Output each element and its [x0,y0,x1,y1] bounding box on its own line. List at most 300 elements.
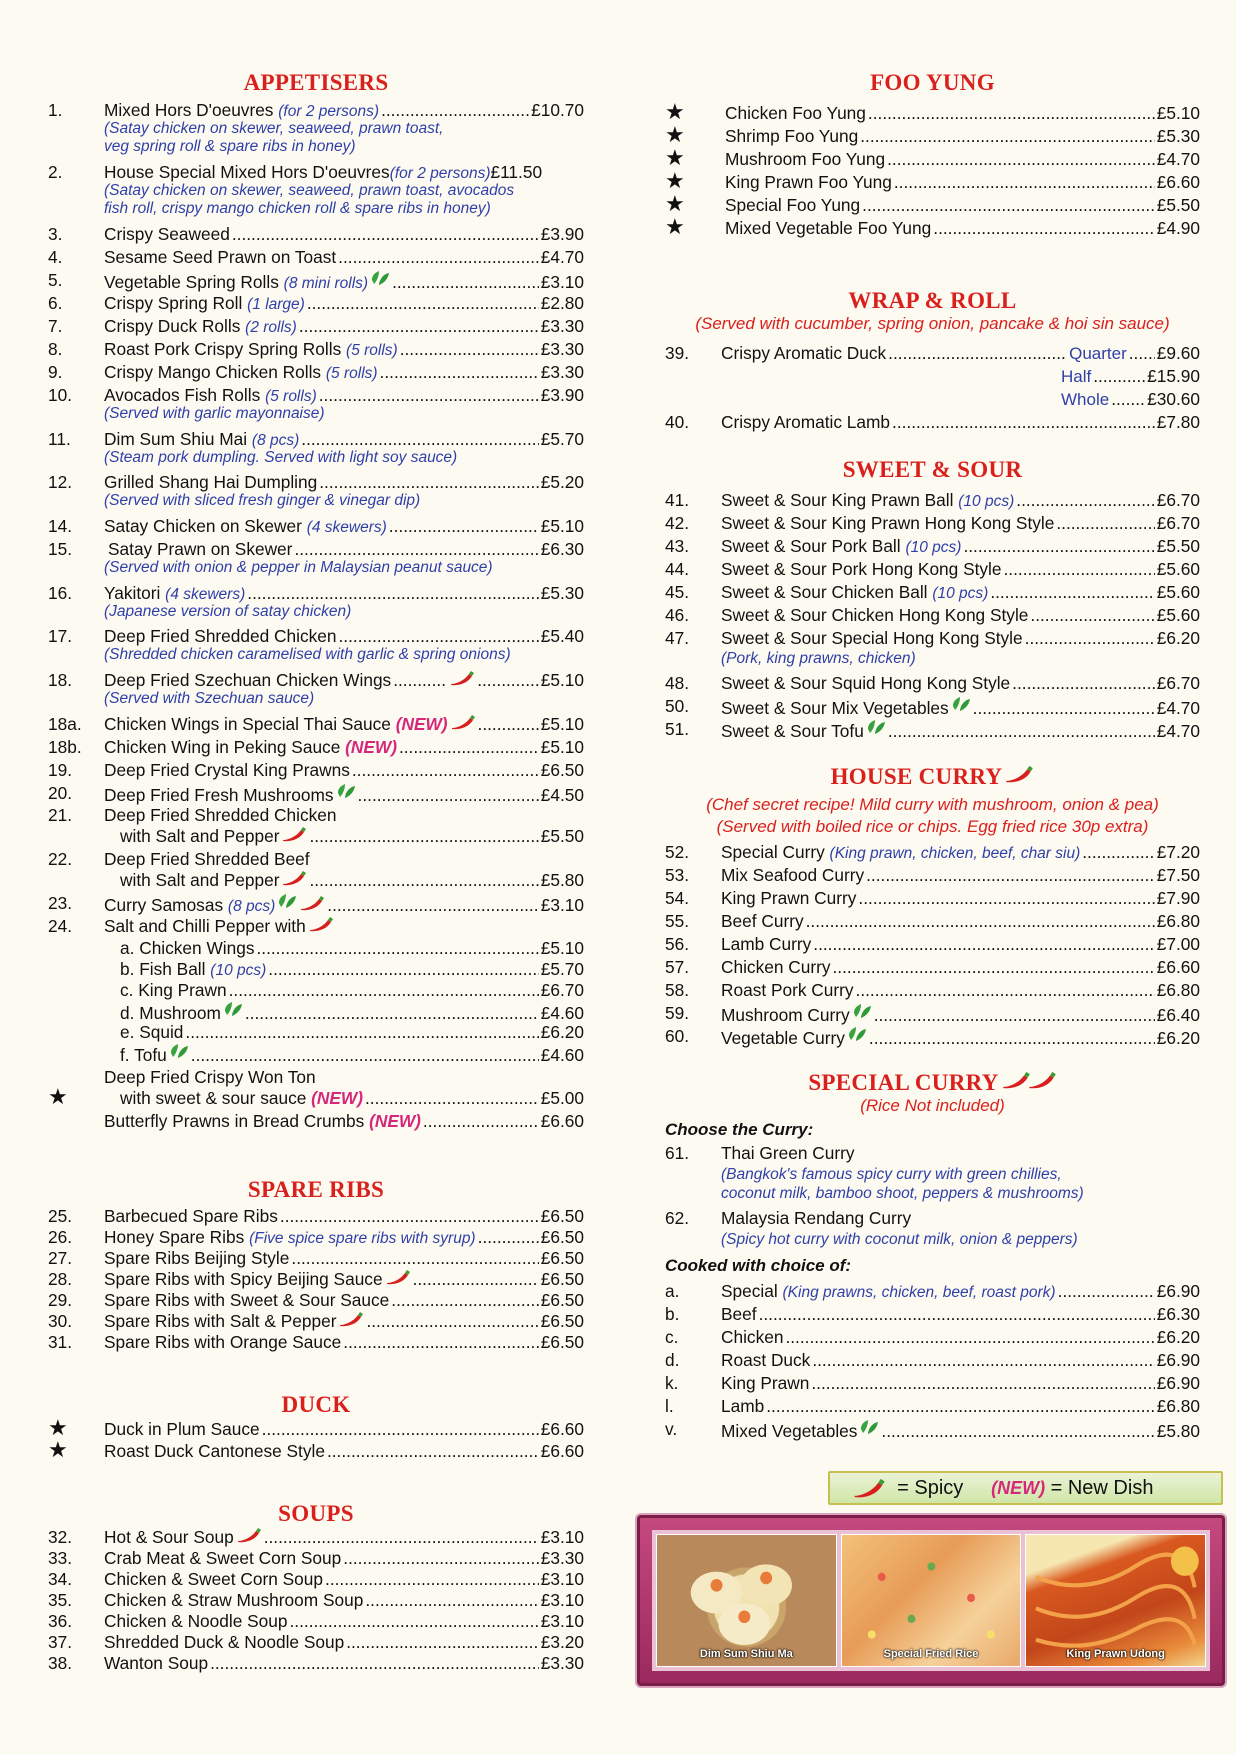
menu-item [48,1269,584,1289]
menu-item [665,1327,1200,1347]
item-qualifier: (5 rolls) [265,388,317,405]
item-name: Chicken Wing in Peking Sauce [104,737,341,757]
portion-row [665,389,1200,409]
item-qualifier: (8 mini rolls) [283,275,369,292]
item-name: Chicken & Straw Mushroom Soup [104,1590,364,1610]
item-price: £6.20 [1156,1028,1200,1048]
item-number: 8. [48,339,63,359]
menu-item [665,719,1200,739]
vegetarian-leaf-icon [847,1026,867,1044]
item-number: 27. [48,1248,73,1268]
section-title-foo-yung: FOO YUNG [870,70,995,95]
item-description: (Served with onion & pepper in Malaysian peanut sauce) [104,559,493,576]
sub-item [48,1022,584,1042]
legend-new-badge: (NEW) [991,1478,1046,1498]
item-description: (Japanese version of satay chicken) [104,603,352,620]
item-price: £5.50 [1156,195,1200,215]
vegetarian-leaf-icon [277,893,297,911]
menu-item [48,1290,584,1310]
item-price: £4.70 [1156,721,1200,741]
item-number: 55. [665,911,690,931]
star-icon: ★ [48,1437,68,1462]
item-name: Shrimp Foo Yung [725,126,859,146]
menu-item [665,605,1200,625]
chilli-pepper-icon [308,916,334,932]
item-name: Sweet & Sour Tofu [721,721,864,741]
item-name: Sweet & Sour Chicken Hong Kong Style [721,605,1029,625]
item-number: 2. [48,162,63,182]
item-qualifier: (8 pcs) [251,432,300,449]
item-description: (Served with sliced fresh ginger & vinegar dip) [104,492,421,509]
menu-item [665,536,1200,556]
item-qualifier: (10 pcs) [958,493,1015,510]
chilli-pepper-icon [236,1527,262,1543]
menu-item [48,760,584,780]
item-qualifier: (1 large) [247,296,305,313]
item-qualifier: (10 pcs) [210,962,267,979]
photo-caption: Dim Sum Shiu Ma [699,1648,793,1660]
item-name: Spare Ribs with Spicy Beijing Sauce [104,1269,383,1289]
menu-item [665,1026,1200,1046]
menu-item [48,1548,584,1568]
menu-item [48,893,584,913]
item-number: 50. [665,696,690,716]
menu-item [48,1590,584,1610]
item-name: Crispy Seaweed [104,224,230,244]
item-number: 18b. [48,737,82,757]
item-name: c. King Prawn [120,980,227,1000]
chilli-pepper-icon [281,826,307,842]
item-number: 18a. [48,714,82,734]
item-number: 4. [48,247,63,267]
item-name: Deep Fried Fresh Mushrooms [104,785,334,805]
item-qualifier: (King prawn, chicken, beef, char siu) [829,845,1081,862]
item-name: Hot & Sour Soup [104,1527,234,1547]
menu-item-continued [48,826,584,846]
item-price: £5.10 [540,670,584,690]
item-price: £5.00 [540,1088,584,1108]
menu-item-continued [48,1084,584,1109]
item-price: £7.50 [1156,865,1200,885]
item-price: £5.50 [540,826,584,846]
item-name: Deep Fried Crispy Won Ton [104,1067,316,1087]
item-number: 11. [48,429,71,449]
new-badge: (NEW) [345,737,397,757]
menu-item [665,911,1200,931]
chilli-pepper-icon [385,1269,411,1285]
item-number: c. [665,1327,679,1347]
item-number: 26. [48,1227,73,1247]
menu-item [665,673,1200,693]
section-title-spare-ribs: SPARE RIBS [247,1177,385,1202]
item-description: (Satay chicken on skewer, seaweed, prawn toast, avocados [104,182,515,199]
food-photo [656,1534,837,1667]
menu-item [665,888,1200,908]
item-price: £6.50 [540,1311,584,1331]
new-badge: (NEW) [395,714,448,734]
item-name: Sweet & Sour Mix Vegetables [721,698,949,718]
item-number: 7. [48,316,63,336]
item-name: Spare Ribs with Sweet & Sour Sauce [104,1290,390,1310]
menu-item [665,1208,1200,1228]
menu-item [48,247,584,267]
photo-caption: Special Fried Rice [883,1648,979,1660]
menu-item [665,934,1200,954]
menu-item [48,472,584,492]
item-number: 47. [665,628,690,648]
star-icon: ★ [665,122,685,147]
item-price: £5.40 [540,626,584,646]
item-description: (Satay chicken on skewer, seaweed, prawn toast, [104,120,444,137]
item-description: fish roll, crispy mango chicken roll & spare ribs in honey) [104,200,491,217]
star-icon: ★ [665,214,685,239]
item-price: £4.50 [540,785,584,805]
menu-item [48,583,584,603]
menu-item [665,191,1200,216]
menu-item [665,628,1200,648]
item-name: Special Curry [721,842,825,862]
item-price: £2.80 [540,293,584,313]
item-name: Sweet & Sour Squid Hong Kong Style [721,673,1011,693]
item-price: £6.80 [1156,911,1200,931]
item-price: £3.30 [540,1548,584,1568]
menu-item [48,783,584,803]
item-number: d. [665,1350,680,1370]
item-number: 58. [665,980,690,1000]
menu-item [48,162,584,182]
item-price: £4.60 [540,1003,584,1023]
menu-item [48,1569,584,1589]
menu-item [665,1281,1200,1301]
item-name: Vegetable Curry [721,1028,845,1048]
item-description: veg spring roll & spare ribs in honey) [104,138,356,155]
new-badge: (NEW) [369,1111,421,1131]
menu-item [48,714,584,734]
item-name: Curry Samosas [104,895,224,915]
cooked-with-label: Cooked with choice of: [665,1256,852,1275]
section-title-house-curry [665,764,1200,790]
item-name: Malaysia Rendang Curry [721,1208,912,1228]
vegetarian-leaf-icon [951,696,971,714]
item-price: £4.90 [1156,218,1200,238]
menu-item [48,316,584,336]
item-number: 12. [48,472,73,492]
item-price: £11.50 [490,162,543,182]
item-name: King Prawn Curry [721,888,857,908]
item-name: Roast Pork Curry [721,980,854,1000]
item-price: £6.20 [1156,628,1200,648]
item-price: £5.50 [1156,536,1200,556]
item-price: £5.60 [1156,605,1200,625]
menu-item [665,412,1200,432]
item-number: 29. [48,1290,73,1310]
item-price: £3.20 [540,1632,584,1652]
item-price: £3.10 [540,1611,584,1631]
item-number: 35. [48,1590,73,1610]
item-price: £6.20 [1156,1327,1200,1347]
item-name: Roast Duck [721,1350,811,1370]
menu-item [665,559,1200,579]
menu-item [665,145,1200,170]
item-price: £6.90 [1156,1350,1200,1370]
item-price: £6.70 [1156,513,1200,533]
item-name: Sesame Seed Prawn on Toast [104,247,337,267]
item-qualifier: (10 pcs) [932,585,989,602]
item-price: £3.10 [540,1590,584,1610]
item-description: (Bangkok's famous spicy curry with green chillies, [721,1166,1062,1183]
item-name: Sweet & Sour Pork Hong Kong Style [721,559,1002,579]
item-name: Mushroom Curry [721,1005,850,1025]
item-price: £3.90 [540,224,584,244]
item-name: Chicken & Sweet Corn Soup [104,1569,324,1589]
item-price: £6.50 [540,1227,584,1247]
menu-item [48,539,584,559]
menu-item [665,99,1200,124]
item-price: £7.80 [1156,412,1200,432]
item-price: £6.60 [540,1111,584,1131]
menu-item [48,1111,584,1131]
item-price: £6.70 [1156,490,1200,510]
item-price: £6.50 [540,760,584,780]
menu-item [48,805,584,825]
item-name: Chicken Wings in Special Thai Sauce [104,714,391,734]
star-icon: ★ [665,191,685,216]
star-icon: ★ [48,1084,68,1109]
item-number: 3. [48,224,63,244]
item-name: Satay Chicken on Skewer [104,516,302,536]
menu-item [48,1653,584,1673]
item-name: Vegetable Spring Rolls [104,272,279,292]
item-number: 18. [48,670,73,690]
item-name: Chicken [721,1327,784,1347]
legend-new-dish: = New Dish [1050,1477,1154,1499]
item-name: Wanton Soup [104,1653,209,1673]
menu-item [665,513,1200,533]
chilli-pepper-icon [338,1311,364,1327]
section-title-text: SPECIAL CURRY [808,1070,999,1095]
item-name: Crispy Aromatic Duck [721,343,887,363]
item-price: £3.30 [540,316,584,336]
menu-item [48,1611,584,1631]
item-number: 51. [665,719,690,739]
chilli-pepper-icon [1027,1070,1057,1090]
portion-label: Whole [1061,390,1110,409]
section-title-sweet-sour: SWEET & SOUR [842,457,1023,482]
item-description: (Pork, king prawns, chicken) [721,650,916,667]
chilli-pepper-icon [299,895,325,911]
menu-item [48,1437,584,1462]
item-price: £15.90 [1147,366,1200,386]
item-name: Mixed Vegetable Foo Yung [725,218,932,238]
star-icon: ★ [665,145,685,170]
vegetarian-leaf-icon [859,1419,879,1437]
vegetarian-leaf-icon [223,1001,243,1019]
menu-item [665,168,1200,193]
item-name: a. Chicken Wings [120,938,255,958]
choose-curry-label: Choose the Curry: [665,1120,814,1139]
menu-item [665,582,1200,602]
item-name: Mixed Hors D'oeuvres [104,100,274,120]
menu-item [48,1067,584,1087]
item-number: 10. [48,385,73,405]
item-name: King Prawn Foo Yung [725,172,892,192]
menu-item [665,1373,1200,1393]
item-price: £5.60 [1156,559,1200,579]
section-title-duck: DUCK [281,1392,351,1417]
item-price: £4.70 [540,247,584,267]
item-price: £6.50 [540,1290,584,1310]
item-number: 30. [48,1311,73,1331]
item-name: Satay Prawn on Skewer [108,539,293,559]
item-number: 62. [665,1208,690,1228]
item-number: 28. [48,1269,73,1289]
item-price: £7.20 [1156,842,1200,862]
item-name: f. Tofu [120,1045,167,1065]
dim-sum-image [657,1535,836,1666]
portion-label: Quarter [1069,344,1127,363]
star-icon: ★ [665,99,685,124]
item-name: Chicken Foo Yung [725,103,866,123]
item-price: £5.20 [540,472,584,492]
sub-item [48,1001,584,1021]
item-number: 17. [48,626,73,646]
menu-item [48,1206,584,1226]
item-description: (Served with Szechuan sauce) [104,690,315,707]
item-name: Crispy Duck Rolls [104,316,241,336]
menu-item [48,1227,584,1247]
section-title-appetisers: APPETISERS [243,70,389,95]
item-price: £9.60 [1156,343,1200,363]
food-photo [1025,1534,1206,1667]
item-price: £10.70 [531,100,584,120]
menu-item [48,1332,584,1352]
item-number: 43. [665,536,690,556]
section-note: (Served with boiled rice or chips. Egg fried rice 30p extra) [716,817,1149,836]
item-price: £5.30 [540,583,584,603]
item-price: £3.30 [540,362,584,382]
item-price: £3.10 [540,1527,584,1547]
item-price: £6.50 [540,1248,584,1268]
item-number: k. [665,1373,679,1393]
item-name: Roast Pork Crispy Spring Rolls [104,339,342,359]
item-name: Chicken Curry [721,957,831,977]
menu-item [48,1632,584,1652]
item-qualifier: (8 pcs) [227,898,276,915]
item-price: £6.90 [1156,1373,1200,1393]
item-number: 37. [48,1632,73,1652]
item-price: £3.10 [540,895,584,915]
item-name: Mushroom Foo Yung [725,149,886,169]
item-description: (Steam pork dumpling. Served with light soy sauce) [104,449,458,466]
sub-item [48,1043,584,1063]
item-description: coconut milk, bamboo shoot, peppers & mushrooms) [721,1185,1084,1202]
item-name: Deep Fried Shredded Chicken [104,626,337,646]
item-number: 16. [48,583,73,603]
menu-item [665,1304,1200,1324]
item-price: £3.90 [540,385,584,405]
menu-item [48,362,584,382]
menu-item [48,670,584,690]
item-description: (Shredded chicken caramelised with garlic & spring onions) [104,646,511,663]
sub-item [48,938,584,958]
item-name: Deep Fried Szechuan Chicken Wings [104,670,392,690]
item-name: Yakitori [104,583,161,603]
item-name: Sweet & Sour Pork Ball [721,536,901,556]
item-price: £3.10 [540,1569,584,1589]
item-name: Shredded Duck & Noodle Soup [104,1632,345,1652]
chilli-pepper-icon [449,670,475,686]
menu-item [48,849,584,869]
item-price: £5.80 [1156,1421,1200,1441]
item-price: £7.00 [1156,934,1200,954]
item-description: (Served with garlic mayonnaise) [104,405,325,422]
item-number: 34. [48,1569,73,1589]
item-number: 14. [48,516,73,536]
item-name: Honey Spare Ribs [104,1227,245,1247]
item-number: 40. [665,412,690,432]
item-number: v. [665,1419,678,1439]
item-price: £6.50 [540,1206,584,1226]
food-photo [841,1534,1022,1667]
item-price: £3.10 [540,272,584,292]
item-name: Beef [721,1304,757,1324]
menu-item [665,1419,1200,1439]
photo-caption: King Prawn Udong [1066,1648,1165,1660]
item-number: l. [665,1396,674,1416]
star-icon: ★ [665,168,685,193]
item-name: Roast Duck Cantonese Style [104,1441,325,1461]
item-price: £6.40 [1156,1005,1200,1025]
chilli-pepper-icon [450,714,476,730]
item-price: £5.10 [540,516,584,536]
item-qualifier: (5 rolls) [325,365,378,382]
item-number: a. [665,1281,680,1301]
item-number: 60. [665,1026,690,1046]
item-name: King Prawn [721,1373,810,1393]
vegetarian-leaf-icon [370,270,390,288]
section-note: (Served with cucumber, spring onion, pancake & hoi sin sauce) [695,314,1170,333]
item-name: Spare Ribs with Orange Sauce [104,1332,342,1352]
item-price: £6.50 [540,1332,584,1352]
item-qualifier: (for 2 persons) [278,103,380,120]
item-name: Sweet & Sour Special Hong Kong Style [721,628,1023,648]
item-name: Grilled Shang Hai Dumpling [104,472,318,492]
item-price: £5.10 [540,938,584,958]
item-number: 45. [665,582,690,602]
item-price: £5.10 [540,714,584,734]
item-number: 9. [48,362,63,382]
item-qualifier: (4 skewers) [165,586,246,603]
item-name: House Special Mixed Hors D'oeuvres [104,162,390,182]
item-price: £6.80 [1156,980,1200,1000]
item-price: £6.30 [540,539,584,559]
item-number: 53. [665,865,690,885]
vegetarian-leaf-icon [866,719,886,737]
menu-item [48,429,584,449]
item-number: 59. [665,1003,690,1023]
item-price: £6.70 [540,980,584,1000]
item-number: 54. [665,888,690,908]
item-qualifier: (2 rolls) [245,319,297,336]
item-name-continued: with Salt and Pepper [120,826,280,846]
item-price: £6.60 [1156,172,1200,192]
item-price: £5.60 [1156,582,1200,602]
item-name: Barbecued Spare Ribs [104,1206,278,1226]
item-number: 23. [48,893,73,913]
item-price: £6.50 [540,1269,584,1289]
item-number: 24. [48,916,73,936]
menu-item [665,980,1200,1000]
